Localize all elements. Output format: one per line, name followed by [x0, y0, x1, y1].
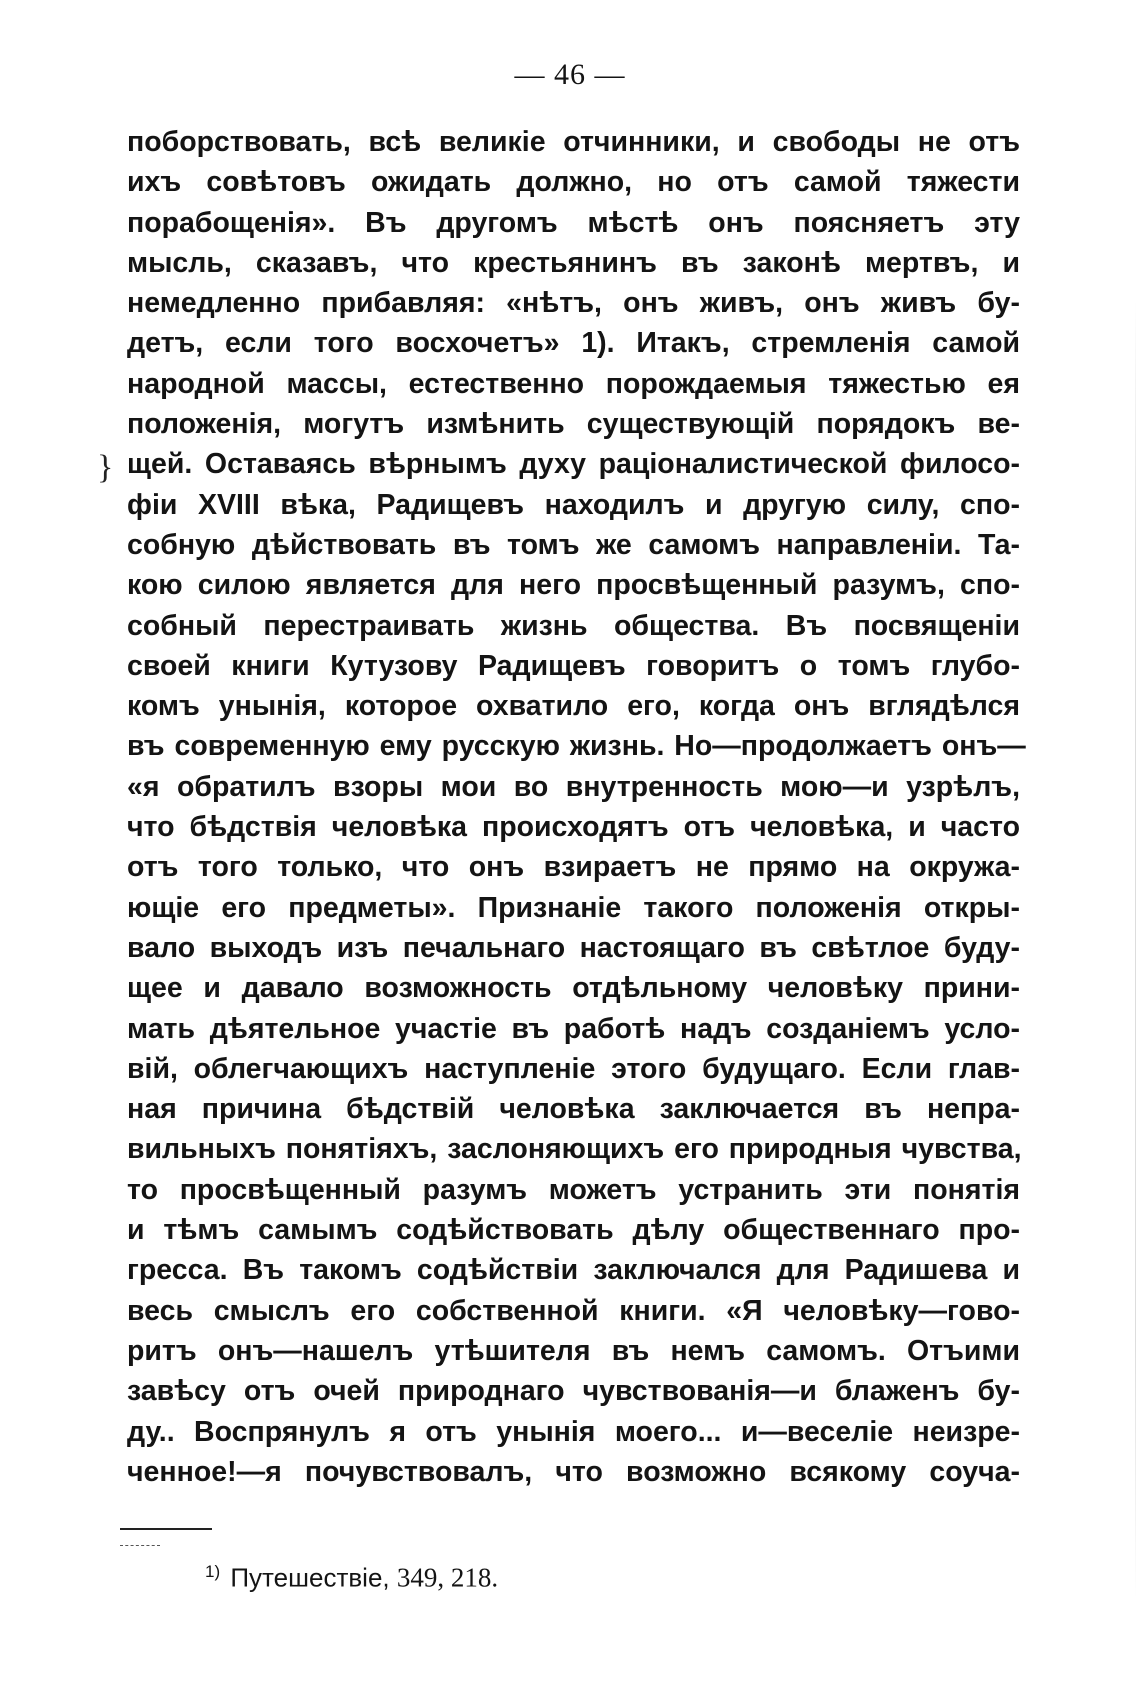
text-line: немедленно прибавляя: «нѣтъ, онъ живъ, онъ живъ бу-: [127, 287, 1020, 320]
text-line: щей. Оставаясь вѣрнымъ духу раціоналистической филосо-: [127, 448, 1020, 481]
text-line: весь смыслъ его собственной книги. «Я человѣку—гово-: [127, 1294, 1020, 1327]
text-line: то просвѣщенный разумъ можетъ устранить эти понятія: [127, 1173, 1020, 1206]
text-line: собный перестраивать жизнь общества. Въ посвященіи: [127, 609, 1020, 642]
text-line: положенія, могутъ измѣнить существующій порядокъ ве-: [127, 408, 1020, 441]
margin-mark: }: [97, 449, 114, 486]
text-line: своей книги Кутузову Радищевъ говоритъ о томъ глубо-: [127, 649, 1020, 682]
footnote: [205, 1562, 498, 1594]
text-line: ду.. Воспрянулъ я отъ унынія моего... и—веселіе неизре-: [127, 1415, 1020, 1448]
body-text: [127, 122, 1026, 1492]
text-line: фіи XVIII вѣка, Радищевъ находилъ и другую силу, спо-: [127, 488, 1020, 521]
text-line: детъ, если того восхочетъ» 1). Итакъ, стремленія самой: [127, 327, 1020, 360]
text-line: и тѣмъ самымъ содѣйствовать дѣлу общественнаго про-: [127, 1214, 1020, 1247]
text-line: собную дѣйствовать въ томъ же самомъ направленіи. Та-: [127, 528, 1020, 561]
text-line: ритъ онъ—нашелъ утѣшителя въ немъ самомъ. Отъими: [127, 1334, 1020, 1367]
text-line: въ современную ему русскую жизнь. Но—продолжаетъ онъ—: [127, 730, 1026, 763]
text-line: комъ унынія, которое охватило его, когда онъ вглядѣлся: [127, 690, 1020, 723]
text-line: завѣсу отъ очей природнаго чувствованія—и блаженъ бу-: [127, 1375, 1020, 1408]
footnote-text: Путешествіе,: [230, 1562, 390, 1593]
footnote-rule: [120, 1528, 212, 1530]
scan-edge: [1135, 300, 1136, 1600]
text-line: порабощенія». Въ другомъ мѣстѣ онъ поясняетъ эту: [127, 206, 1020, 239]
footnote-rule-dash: [120, 1545, 160, 1546]
page-number: — 46 —: [514, 58, 626, 91]
footnote-marker: 1): [205, 1562, 221, 1581]
text-line: что бѣдствія человѣка происходятъ отъ человѣка, и часто: [127, 811, 1020, 844]
text-line: ная причина бѣдствій человѣка заключается въ непра-: [127, 1093, 1020, 1126]
text-line: народной массы, естественно порождаемыя тяжестью ея: [127, 367, 1020, 400]
text-line: гресса. Въ такомъ содѣйствіи заключался для Радишева и: [127, 1254, 1020, 1287]
text-line: мысль, сказавъ, что крестьянинъ въ законѣ мертвъ, и: [127, 246, 1020, 279]
text-line: ющіе его предметы». Признаніе такого положенія откры-: [127, 891, 1020, 924]
text-line: вало выходъ изъ печальнаго настоящаго въ свѣтлое буду-: [127, 931, 1020, 964]
text-line: отъ того только, что онъ взираетъ не прямо на окружа-: [127, 851, 1020, 884]
text-line: вій, облегчающихъ наступленіе этого будущаго. Если глав-: [127, 1052, 1020, 1085]
text-line: щее и давало возможность отдѣльному человѣку прини-: [127, 972, 1020, 1005]
text-line: кою силою является для него просвѣщенный разумъ, спо-: [127, 569, 1020, 602]
text-line: мать дѣятельное участіе въ работѣ надъ созданіемъ усло-: [127, 1012, 1020, 1045]
text-line: вильныхъ понятіяхъ, заслоняющихъ его природныя чувства,: [127, 1133, 1022, 1166]
text-line: «я обратилъ взоры мои во внутренность мою—и узрѣлъ,: [127, 770, 1020, 803]
text-line: ченное!—я почувствовалъ, что возможно всякому соуча-: [127, 1455, 1020, 1488]
text-line: ихъ совѣтовъ ожидать должно, но отъ самой тяжести: [127, 166, 1020, 199]
footnote-reference: 349, 218.: [396, 1562, 499, 1593]
text-line: поборствовать, всѣ великіе отчинники, и свободы не отъ: [127, 126, 1020, 158]
